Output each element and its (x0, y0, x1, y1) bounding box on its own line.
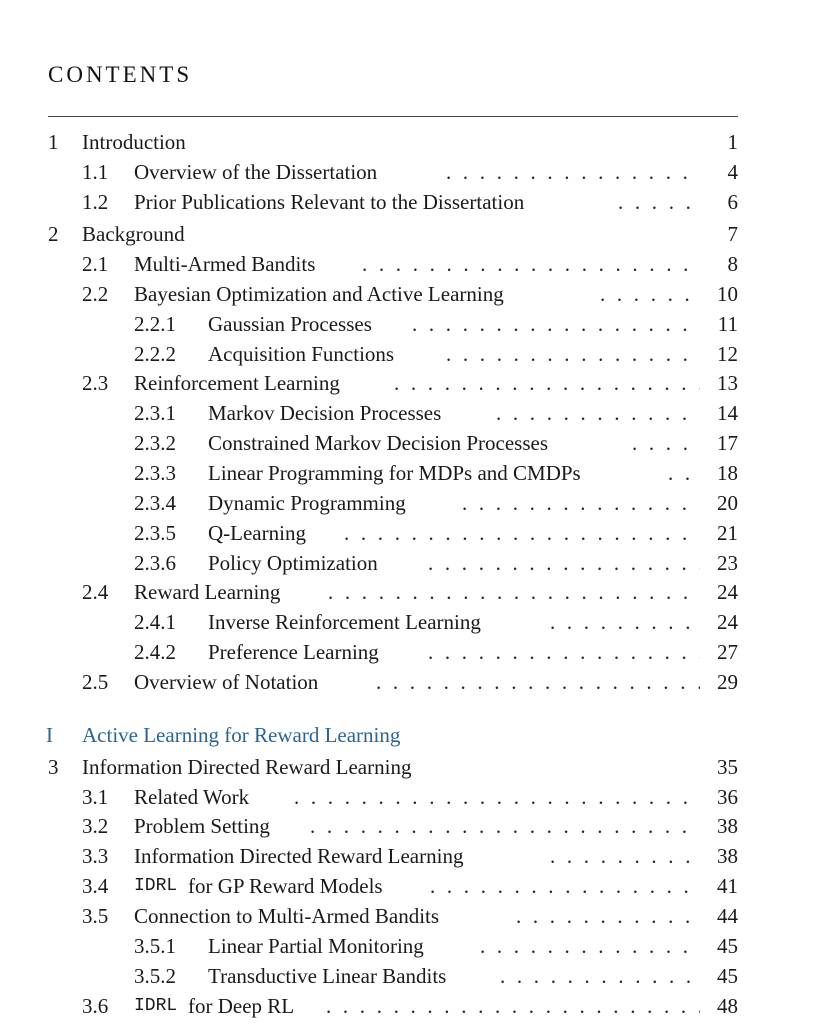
toc-num: 2.5 (82, 670, 109, 694)
toc-leader-dots (618, 187, 700, 217)
toc-title: Policy Optimization (208, 551, 378, 575)
toc-section-3-6[interactable] (0, 991, 817, 1021)
toc-num: 3 (48, 755, 59, 779)
toc-num: 1.2 (82, 190, 109, 214)
toc-section-2-5[interactable] (0, 667, 817, 697)
toc-leader-dots (600, 279, 700, 309)
toc-num: 2.3.5 (134, 521, 176, 545)
toc-title-code: IDRL (134, 996, 178, 1016)
toc-leader-dots (632, 428, 700, 458)
toc-page: 4 (727, 160, 738, 184)
toc-num: 3.4 (82, 874, 109, 898)
toc-title: Q-Learning (208, 521, 306, 545)
toc-title: Transductive Linear Bandits (208, 964, 447, 988)
toc-num: 3.2 (82, 814, 109, 838)
toc-subsection-2-3-6[interactable] (0, 548, 817, 578)
toc-page: 6 (727, 190, 738, 214)
toc-leader-dots (294, 782, 700, 812)
toc-title: Reward Learning (134, 580, 281, 604)
toc-subsection-2-3-4[interactable] (0, 488, 817, 518)
toc-title: for GP Reward Models (188, 874, 383, 898)
toc-num: 2.3.1 (134, 401, 176, 425)
toc-page: 38 (717, 814, 738, 838)
toc-page: 12 (717, 342, 738, 366)
toc-page: 29 (717, 670, 738, 694)
toc-title: Background (82, 222, 185, 246)
toc-page: 8 (727, 252, 738, 276)
toc-num: 3.5 (82, 904, 109, 928)
toc-title: Connection to Multi-Armed Bandits (134, 904, 440, 928)
toc-num: 2.4 (82, 580, 109, 604)
toc-num: 2.2.2 (134, 342, 176, 366)
toc-title: Overview of the Dissertation (134, 160, 378, 184)
toc-section-2-2[interactable] (0, 279, 817, 309)
toc-subsection-2-3-2[interactable] (0, 428, 817, 458)
toc-num: 3.1 (82, 785, 109, 809)
toc-subsection-2-3-1[interactable] (0, 398, 817, 428)
toc-leader-dots (446, 339, 700, 369)
toc-subsection-2-2-1[interactable] (0, 309, 817, 339)
toc-num: 2.1 (82, 252, 109, 276)
toc-title: Information Directed Reward Learning (82, 755, 412, 779)
toc-title: Inverse Reinforcement Learning (208, 610, 481, 634)
toc-page: 44 (717, 904, 738, 928)
toc-num: 2.3.2 (134, 431, 176, 455)
toc-num: 2.2.1 (134, 312, 176, 336)
toc-subsection-2-4-1[interactable] (0, 607, 817, 637)
toc-leader-dots (328, 577, 700, 607)
toc-title: Linear Programming for MDPs and CMDPs (208, 461, 581, 485)
toc-leader-dots (550, 841, 700, 871)
toc-title-code: IDRL (134, 876, 178, 896)
toc-section-2-4[interactable] (0, 577, 817, 607)
toc-num: 2.4.2 (134, 640, 176, 664)
toc-leader-dots (376, 667, 700, 697)
toc-leader-dots (326, 991, 700, 1021)
toc-subsection-3-5-2[interactable] (0, 961, 817, 991)
toc-page: 24 (717, 580, 738, 604)
toc-num: 2.4.1 (134, 610, 176, 634)
toc-page: 17 (717, 431, 738, 455)
toc-num: 2.3.4 (134, 491, 176, 515)
toc-page: 41 (717, 874, 738, 898)
toc-page: 36 (717, 785, 738, 809)
toc-num: 1.1 (82, 160, 109, 184)
toc-subsection-2-4-2[interactable] (0, 637, 817, 667)
toc-title: Information Directed Reward Learning (134, 844, 464, 868)
toc-leader-dots (550, 607, 700, 637)
toc-section-2-1[interactable] (0, 249, 817, 279)
toc-title: Constrained Markov Decision Processes (208, 431, 549, 455)
toc-leader-dots (446, 157, 700, 187)
toc-section-3-4[interactable] (0, 871, 817, 901)
toc-page: 45 (717, 964, 738, 988)
toc-leader-dots (496, 398, 700, 428)
toc-leader-dots (668, 458, 700, 488)
toc-leader-dots (344, 518, 700, 548)
contents-heading: CONTENTS (48, 62, 193, 87)
toc-num: 2.3 (82, 371, 109, 395)
toc-leader-dots (394, 368, 700, 398)
toc-num: 2.2 (82, 282, 109, 306)
toc-leader-dots (462, 488, 700, 518)
toc-title: Dynamic Programming (208, 491, 406, 515)
toc-page: 23 (717, 551, 738, 575)
toc-leader-dots (500, 961, 700, 991)
toc-num: 2.3.3 (134, 461, 176, 485)
toc-section-3-3[interactable] (0, 841, 817, 871)
toc-title: Linear Partial Monitoring (208, 934, 424, 958)
toc-title: Reinforcement Learning (134, 371, 340, 395)
toc-section-1-2[interactable] (0, 187, 817, 217)
toc-leader-dots (430, 871, 700, 901)
toc-leader-dots (428, 548, 700, 578)
toc-page: 1 (727, 130, 738, 154)
toc-leader-dots (516, 901, 700, 931)
toc-title: Acquisition Functions (208, 342, 395, 366)
toc-page: 48 (717, 994, 738, 1018)
toc-title: Prior Publications Relevant to the Dissertation (134, 190, 525, 214)
toc-num: I (46, 723, 53, 747)
toc-num: 3.5.1 (134, 934, 176, 958)
toc-title: for Deep RL (188, 994, 295, 1018)
toc-chapter-1[interactable] (0, 127, 817, 157)
toc-page: 24 (717, 610, 738, 634)
toc-subsection-2-3-3[interactable] (0, 458, 817, 488)
toc-page: 38 (717, 844, 738, 868)
toc-part-1[interactable] (0, 720, 817, 750)
toc-title: Problem Setting (134, 814, 270, 838)
toc-page: 7 (727, 222, 738, 246)
toc-subsection-2-2-2[interactable] (0, 339, 817, 369)
toc-title: Introduction (82, 130, 186, 154)
toc-title: Markov Decision Processes (208, 401, 442, 425)
toc-section-3-5[interactable] (0, 901, 817, 931)
toc-page: 45 (717, 934, 738, 958)
toc-page: 13 (717, 371, 738, 395)
toc-section-3-1[interactable] (0, 782, 817, 812)
toc-title: Related Work (134, 785, 250, 809)
toc-page: 20 (717, 491, 738, 515)
toc-leader-dots (362, 249, 700, 279)
toc-page: 14 (717, 401, 738, 425)
toc-chapter-3[interactable] (0, 752, 817, 782)
toc-page: 11 (717, 312, 738, 336)
toc-page: 18 (717, 461, 738, 485)
toc-section-3-2[interactable] (0, 811, 817, 841)
toc-title: Active Learning for Reward Learning (82, 723, 401, 747)
toc-subsection-3-5-1[interactable] (0, 931, 817, 961)
toc-leader-dots (480, 931, 700, 961)
toc-chapter-2[interactable] (0, 219, 817, 249)
toc-title: Bayesian Optimization and Active Learning (134, 282, 504, 306)
toc-num: 2 (48, 222, 59, 246)
toc-title: Gaussian Processes (208, 312, 372, 336)
toc-page: 27 (717, 640, 738, 664)
toc-page: 35 (717, 755, 738, 779)
toc-num: 3.3 (82, 844, 109, 868)
toc-leader-dots (412, 309, 700, 339)
toc-title: Preference Learning (208, 640, 379, 664)
toc-page: 10 (717, 282, 738, 306)
toc-num: 2.3.6 (134, 551, 176, 575)
toc-title: Multi-Armed Bandits (134, 252, 316, 276)
toc-num: 1 (48, 130, 59, 154)
toc-num: 3.6 (82, 994, 109, 1018)
toc-num: 3.5.2 (134, 964, 176, 988)
toc-subsection-2-3-5[interactable] (0, 518, 817, 548)
toc-title: Overview of Notation (134, 670, 319, 694)
toc-page: 21 (717, 521, 738, 545)
toc-leader-dots (310, 811, 700, 841)
toc-section-1-1[interactable] (0, 157, 817, 187)
toc-leader-dots (428, 637, 700, 667)
toc-section-2-3[interactable] (0, 368, 817, 398)
